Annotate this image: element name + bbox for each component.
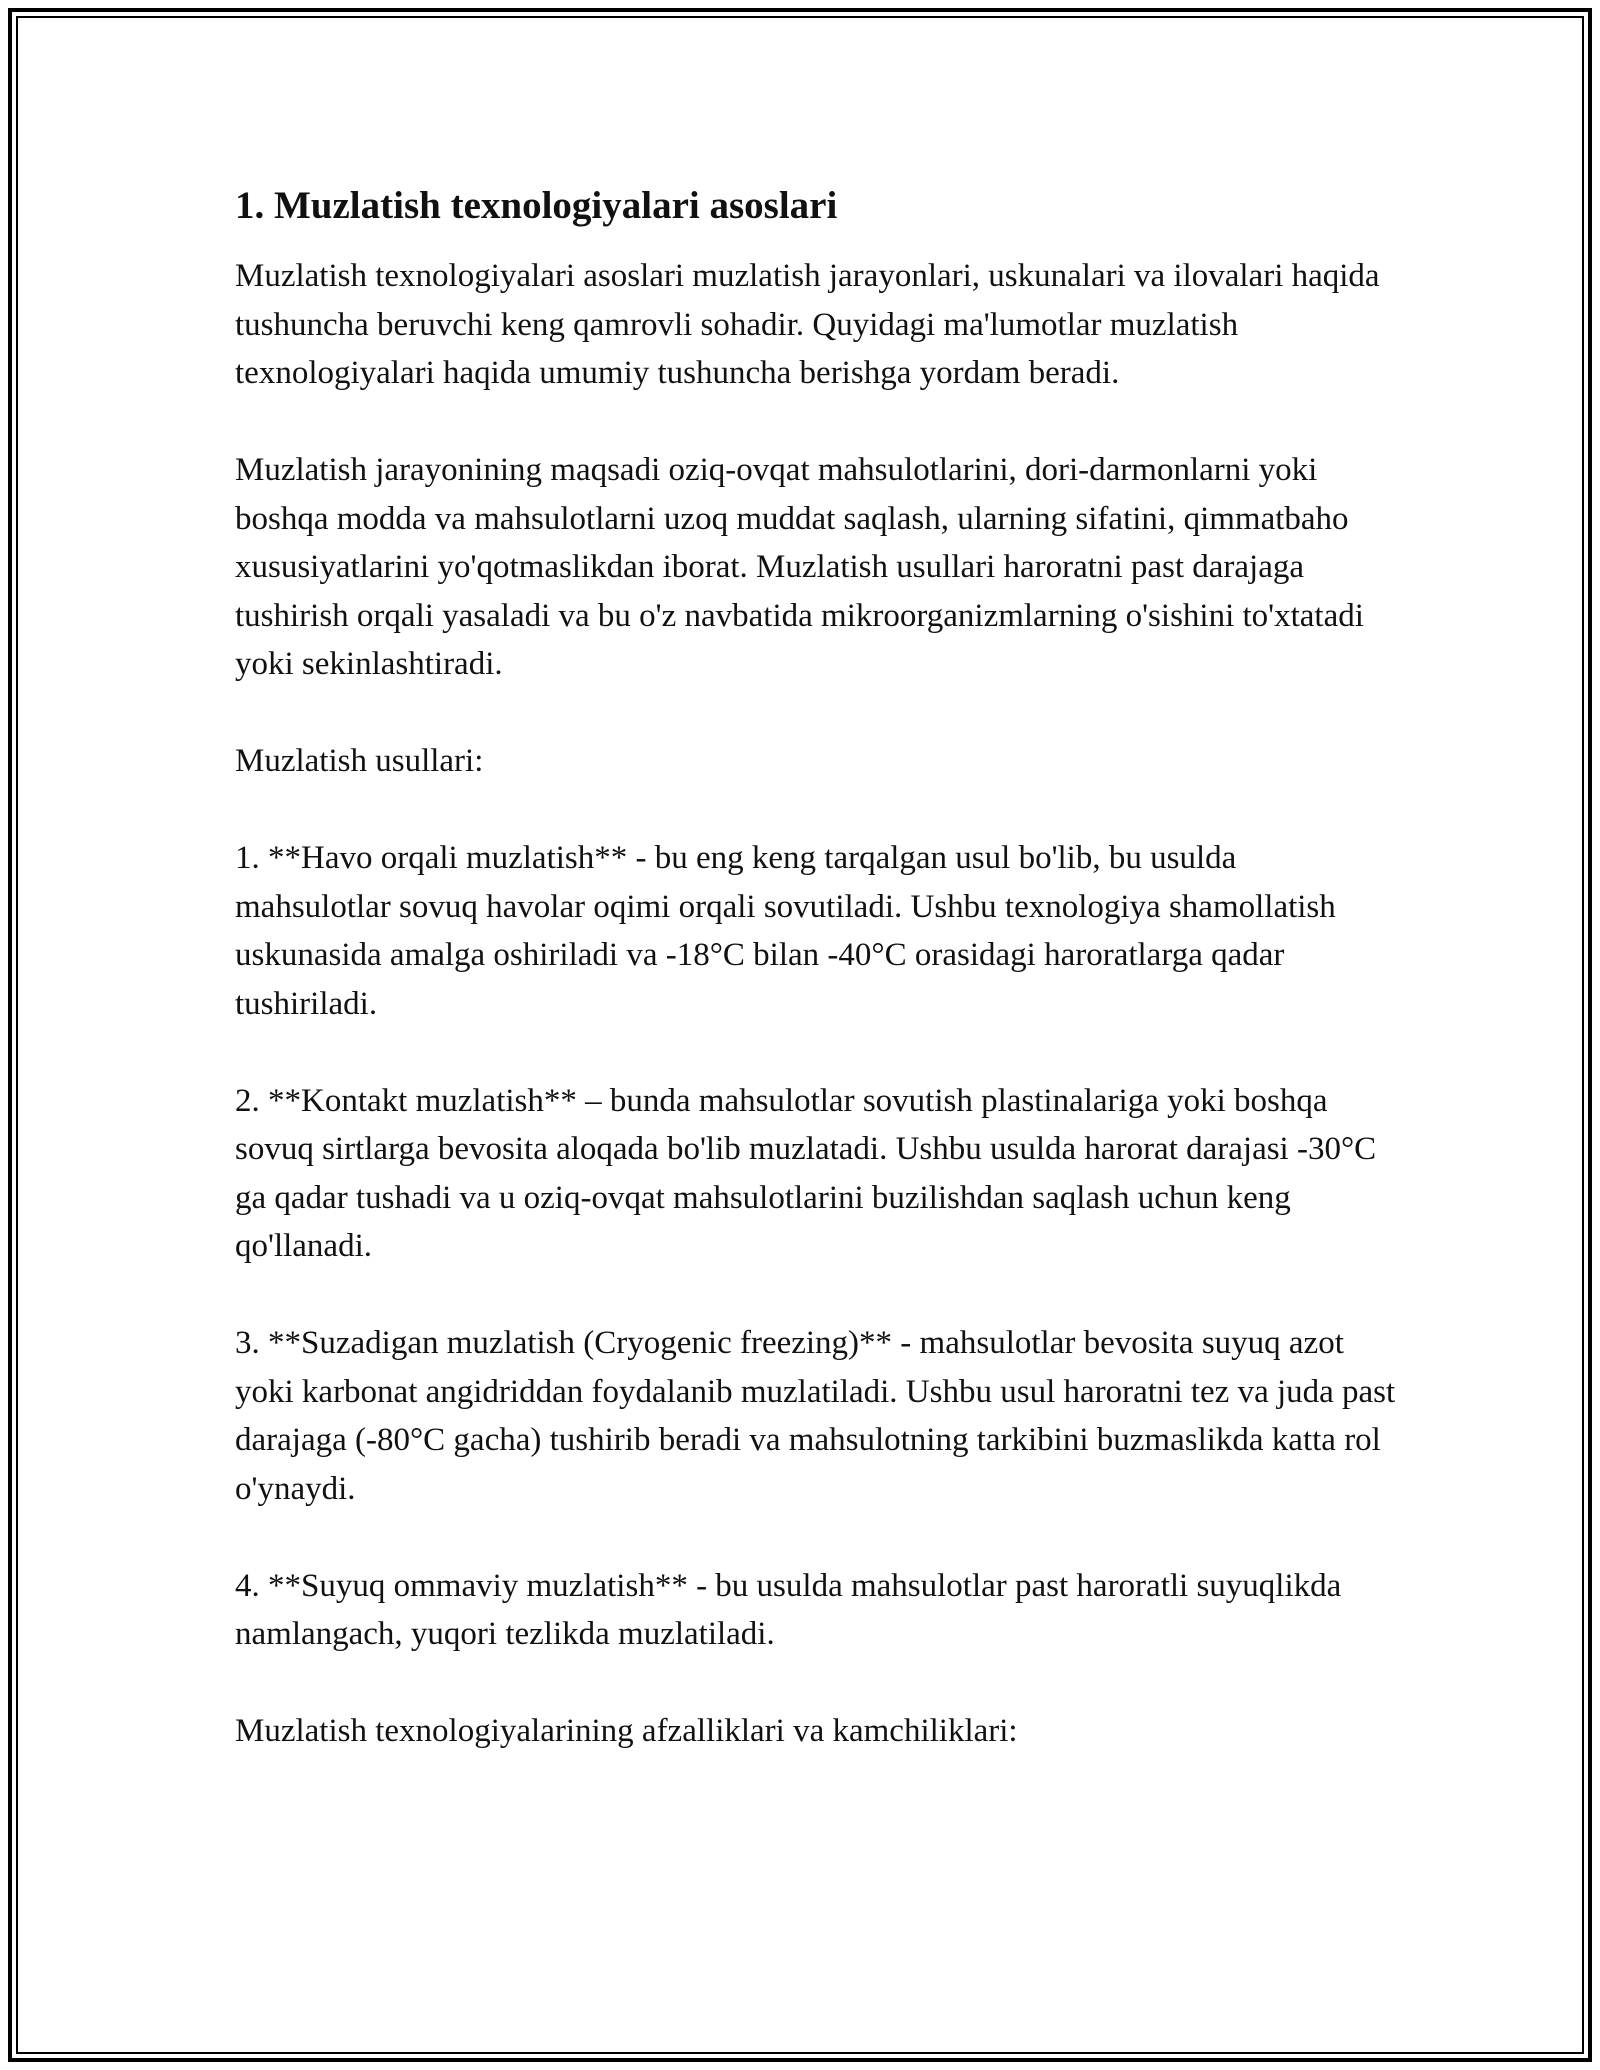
intro-paragraph: Muzlatish texnologiyalari asoslari muzlatish jarayonlari, uskunalari va ilovalari haqida tushuncha beruvchi keng qamrovli sohadir. Quyidagi ma'lumotlar muzlatish texnologiyalari haqida umumiy tushuncha berishga yordam beradi. xyxy=(235,258,1380,391)
document-body xyxy=(235,180,1400,1804)
method-item-air: 1. **Havo orqali muzlatish** - bu eng keng tarqalgan usul bo'lib, bu usulda mahsulotlar sovuq havolar oqimi orqali sovutiladi. Ushbu texnologiya shamollatish uskunasida amalga oshiriladi va -18°C bilan -40°C orasidagi haroratlarga qadar tushiriladi. xyxy=(235,840,1336,1022)
method-item-liquid: 4. **Suyuq ommaviy muzlatish** - bu usulda mahsulotlar past haroratli suyuqlikda namlangach, yuqori tezlikda muzlatiladi. xyxy=(235,1567,1342,1652)
purpose-paragraph: Muzlatish jarayonining maqsadi oziq-ovqat mahsulotlarini, dori-darmonlarni yoki boshqa modda va mahsulotlarni uzoq muddat saqlash, ularning sifatini, qimmatbaho xususiyatlarini yo'qotmaslikdan iborat. Muzlatish usullari haroratni past darajaga tushirish orqali yasaladi va bu o'z navbatida mikroorganizmlarning o'sishini to'xtatadi yoki sekinlashtiradi. xyxy=(235,452,1364,682)
method-item-cryogenic: 3. **Suzadigan muzlatish (Cryogenic freezing)** - mahsulotlar bevosita suyuq azot yoki karbonat angidriddan foydalanib muzlatiladi. Ushbu usul haroratni tez va juda past darajaga (-80°C gacha) tushirib beradi va mahsulotning tarkibini buzmaslikda katta rol o'ynaydi. xyxy=(235,1325,1396,1507)
method-item-contact: 2. **Kontakt muzlatish** – bunda mahsulotlar sovutish plastinalariga yoki boshqa sovuq sirtlarga bevosita aloqada bo'lib muzlatadi. Ushbu usulda harorat darajasi -30°C ga qadar tushadi va u oziq-ovqat mahsulotlarini buzilishdan saqlash uchun keng qo'llanadi. xyxy=(235,1082,1377,1264)
methods-label: Muzlatish usullari: xyxy=(235,743,484,779)
section-heading: 1. Muzlatish texnologiyalari asoslari xyxy=(235,184,838,227)
advantages-label: Muzlatish texnologiyalarining afzalliklari va kamchiliklari: xyxy=(235,1713,1018,1749)
